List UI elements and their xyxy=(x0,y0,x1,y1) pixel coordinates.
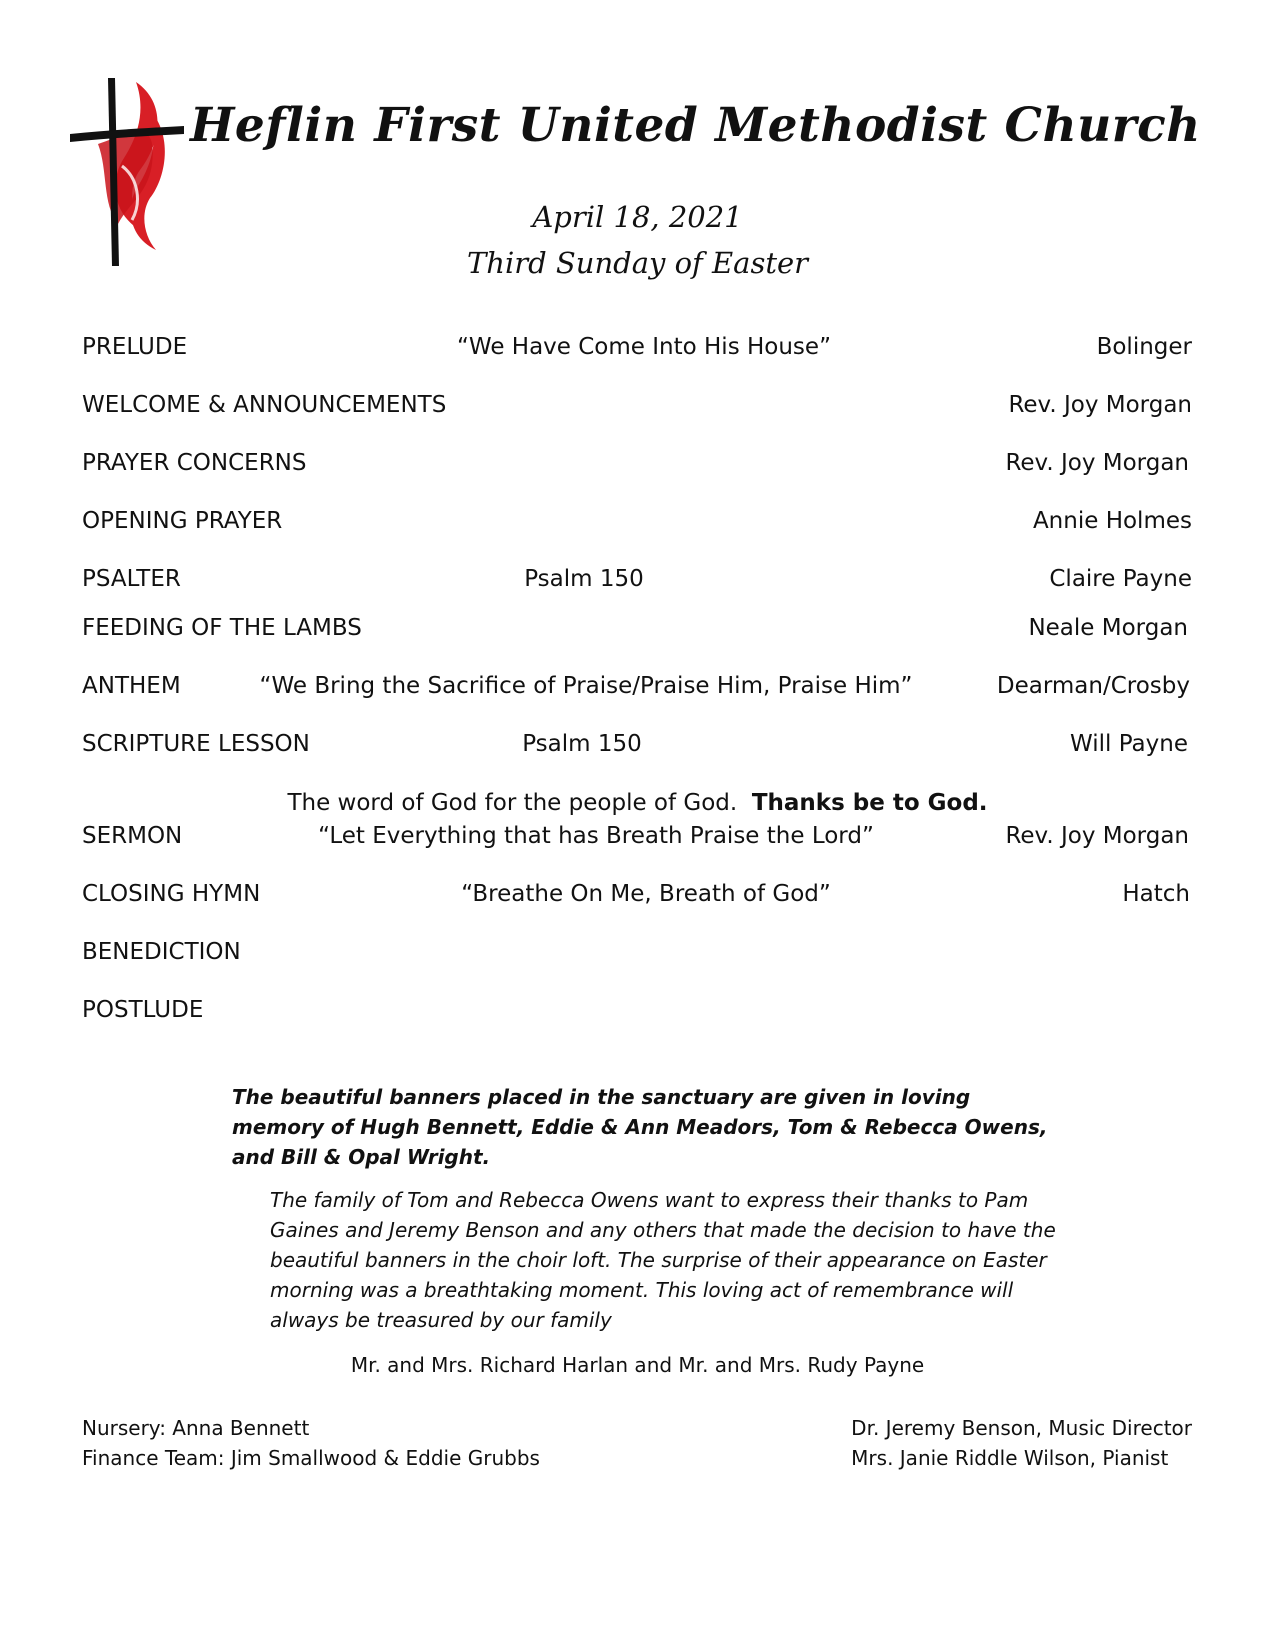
footer-staff-left xyxy=(82,1413,540,1473)
item-label: BENEDICTION xyxy=(82,939,241,965)
worship-item-closing-hymn xyxy=(82,881,1192,915)
worship-item-prelude xyxy=(82,334,1192,368)
worship-item-postlude xyxy=(82,997,1192,1031)
item-label: POSTLUDE xyxy=(82,997,204,1023)
worship-item-benediction xyxy=(82,939,1192,973)
nursery-line: Nursery: Anna Bennett xyxy=(82,1416,310,1440)
cross-and-flame-icon xyxy=(68,74,186,270)
item-person: Rev. Joy Morgan xyxy=(1005,823,1189,849)
finance-line: Finance Team: Jim Smallwood & Eddie Grubbs xyxy=(82,1446,540,1470)
worship-item-welcome xyxy=(82,392,1192,426)
item-person: Will Payne xyxy=(1070,731,1188,757)
item-label: OPENING PRAYER xyxy=(82,508,283,534)
response-bold: Thanks be to God. xyxy=(751,790,988,816)
worship-item-anthem xyxy=(82,673,1192,707)
service-date: April 18, 2021 xyxy=(532,200,743,234)
scripture-response xyxy=(0,790,1275,816)
item-label: PSALTER xyxy=(82,566,181,592)
item-person: Dearman/Crosby xyxy=(996,673,1190,699)
thanks-note: The family of Tom and Rebecca Owens want to express their thanks to Pam Gaines and Jeremy Benson and any others that made the decision to have the beautiful banners in the choir loft. The surprise of their appearance on Easter morning was a breathtaking moment. This loving act of remembrance will always be treasured by our family xyxy=(270,1188,1056,1332)
item-title: “Let Everything that has Breath Praise the Lord” xyxy=(318,823,874,849)
item-label: WELCOME & ANNOUNCEMENTS xyxy=(82,392,447,418)
pianist-line: Mrs. Janie Riddle Wilson, Pianist xyxy=(851,1446,1169,1470)
item-title: “We Bring the Sacrifice of Praise/Praise Him, Praise Him” xyxy=(259,673,913,699)
worship-item-opening-prayer xyxy=(82,508,1192,542)
item-label: SERMON xyxy=(82,823,183,849)
item-person: Annie Holmes xyxy=(1032,508,1192,534)
music-director-line: Dr. Jeremy Benson, Music Director xyxy=(851,1416,1192,1440)
item-title: Psalm 150 xyxy=(522,731,642,757)
item-title: “Breathe On Me, Breath of God” xyxy=(461,881,831,907)
item-person: Claire Payne xyxy=(1049,566,1192,592)
item-label: PRELUDE xyxy=(82,334,188,360)
worship-item-feeding-of-the-lambs xyxy=(82,615,1192,649)
item-person: Rev. Joy Morgan xyxy=(1005,450,1189,476)
item-label: ANTHEM xyxy=(82,673,181,699)
memorial-note: The beautiful banners placed in the sanctuary are given in loving memory of Hugh Bennett, Eddie & Ann Meadors, Tom & Rebecca Owens, and Bill & Opal Wright. xyxy=(232,1085,1048,1169)
item-person: Neale Morgan xyxy=(1028,615,1188,641)
response-text: The word of God for the people of God. xyxy=(287,790,738,816)
item-label: FEEDING OF THE LAMBS xyxy=(82,615,362,641)
item-person: Bolinger xyxy=(1096,334,1192,360)
worship-item-prayer-concerns xyxy=(82,450,1192,484)
footer-staff-right xyxy=(851,1413,1192,1473)
item-label: PRAYER CONCERNS xyxy=(82,450,307,476)
item-title: Psalm 150 xyxy=(524,566,644,592)
item-label: CLOSING HYMN xyxy=(82,881,261,907)
item-person: Rev. Joy Morgan xyxy=(1008,392,1192,418)
church-name: Heflin First United Methodist Church xyxy=(190,98,1201,153)
item-person: Hatch xyxy=(1122,881,1190,907)
item-label: SCRIPTURE LESSON xyxy=(82,731,310,757)
liturgical-season: Third Sunday of Easter xyxy=(466,246,809,280)
thanks-signature: Mr. and Mrs. Richard Harlan and Mr. and Mrs. Rudy Payne xyxy=(350,1353,925,1377)
worship-item-scripture-lesson xyxy=(82,731,1192,765)
item-title: “We Have Come Into His House” xyxy=(457,334,831,360)
worship-item-sermon xyxy=(82,823,1192,857)
worship-item-psalter xyxy=(82,566,1192,600)
